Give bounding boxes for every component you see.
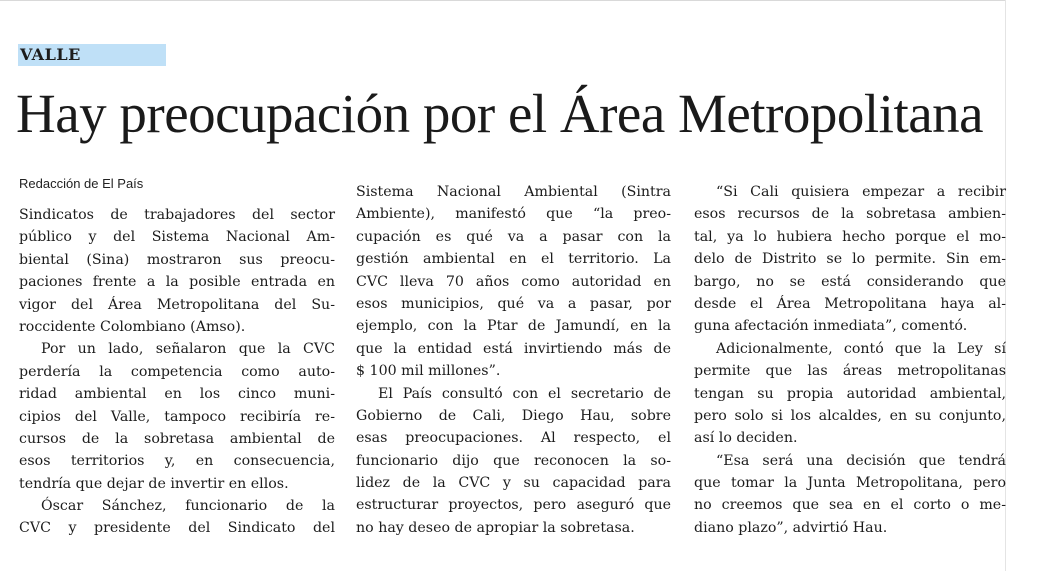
text-line: biental (Sina) mostraron sus preocu- <box>19 251 335 268</box>
text-line: desde el Área Metropolitana haya al- <box>694 295 1006 312</box>
text-line: esas preocupaciones. Al respecto, el <box>356 430 671 447</box>
text-line: Por un lado, señalaron que la CVC <box>41 341 335 358</box>
top-rule <box>0 0 1006 5</box>
text-line: CVC lleva 70 años como autoridad en <box>356 273 671 290</box>
text-line: Óscar Sánchez, funcionario de la <box>41 498 335 515</box>
text-line: tendría que dejar de invertir en ellos. <box>19 475 289 492</box>
text-line: estructurar proyectos, pero aseguró que <box>356 497 671 514</box>
text-line: delo de Distrito se lo permite. Sin em- <box>694 251 1006 268</box>
byline: Redacción de El País <box>19 176 144 191</box>
section-tag: VALLE <box>18 44 166 66</box>
text-line: así lo deciden. <box>694 430 798 447</box>
text-line: tengan su propia autoridad ambiental, <box>694 385 1006 402</box>
text-line: público y del Sistema Nacional Am- <box>19 229 335 246</box>
text-line: CVC y presidente del Sindicato del <box>19 520 335 537</box>
text-line: bargo, no se está considerando que <box>694 273 1006 290</box>
text-line: vigor del Área Metropolitana del Su- <box>19 296 335 313</box>
text-line: roccidente Colombiano (Amso). <box>19 318 246 335</box>
text-line: que la entidad está invirtiendo más de <box>356 340 671 357</box>
text-line: Sistema Nacional Ambiental (Sintra <box>356 184 671 200</box>
text-line: Ambiente), manifestó que “la preo- <box>356 206 671 223</box>
text-line: esos municipios, qué va a pasar, por <box>356 295 671 312</box>
article-column-2 <box>356 181 671 539</box>
text-line: no hay deseo de apropiar la sobretasa. <box>356 519 635 536</box>
text-line: permite que las áreas metropolitanas <box>694 363 1006 380</box>
text-line: tal, ya lo hubiera hecho porque el mo- <box>694 228 1006 245</box>
text-line: $ 100 mil millones”. <box>356 363 501 380</box>
text-line: cursos de la sobretasa ambiental de <box>19 430 335 447</box>
text-line: Gobierno de Cali, Diego Hau, sobre <box>356 407 671 424</box>
text-line: perdería la competencia como auto- <box>19 363 335 380</box>
text-line: ejemplo, con la Ptar de Jamundí, en la <box>356 318 671 335</box>
text-line: cipios del Valle, tampoco recibiría re- <box>19 408 335 425</box>
text-line: ridad ambiental en los cinco muni- <box>19 386 335 403</box>
text-line: cupación es qué va a pasar con la <box>356 228 671 245</box>
text-line: diano plazo”, advirtió Hau. <box>694 519 888 536</box>
text-line: lidez de la CVC y su capacidad para <box>356 475 671 492</box>
text-line: esos territorios y, en consecuencia, <box>19 453 335 470</box>
article-column-1 <box>19 204 335 540</box>
text-line: “Si Cali quisiera empezar a recibir <box>716 184 1006 200</box>
text-line: Sindicatos de trabajadores del sector <box>19 207 335 223</box>
text-line: esos recursos de la sobretasa ambien- <box>694 206 1006 223</box>
text-line: “Esa será una decisión que tendrá <box>716 452 1006 469</box>
text-line: que tomar la Junta Metropolitana, pero <box>694 475 1006 492</box>
text-line: pero solo si los alcaldes, en su conjunto, <box>694 407 1006 424</box>
text-line: gestión ambiental en el territorio. La <box>356 251 671 268</box>
article-column-3 <box>694 181 1006 539</box>
text-line: guna afectación inmediata”, comentó. <box>694 318 968 335</box>
text-line: no creemos que sea en el corto o me- <box>694 497 1006 514</box>
text-line: El País consultó con el secretario de <box>378 385 671 402</box>
text-line: paciones frente a la posible entrada en <box>19 274 335 291</box>
text-line: Adicionalmente, contó que la Ley sí <box>716 340 1006 357</box>
headline: Hay preocupación por el Área Metropolitana <box>16 83 984 144</box>
text-line: funcionario dijo que reconocen la so- <box>356 452 671 469</box>
